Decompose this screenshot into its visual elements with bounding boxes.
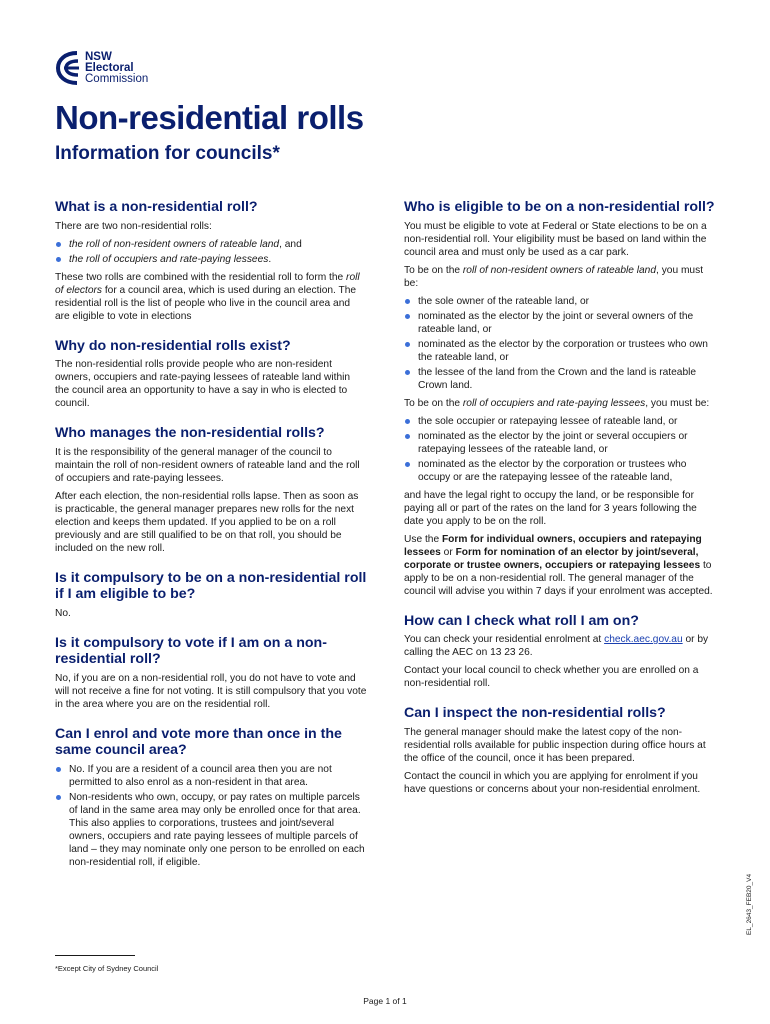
list-item: nominated as the elector by the joint or several occupiers or ratepaying lessees of the rateable land, or <box>404 430 716 456</box>
list-item: the sole occupier or ratepaying lessee of rateable land, or <box>404 415 716 428</box>
section-compulsory-enrol <box>55 570 367 620</box>
list-item: nominated as the elector by the corporation or trustees who own the rateable land, or <box>404 338 716 364</box>
paragraph <box>404 633 716 659</box>
text-run: These two rolls are combined with the residential roll to form the <box>55 271 347 283</box>
bullet-list <box>404 415 716 484</box>
right-column <box>404 199 716 811</box>
roll-name: the roll of occupiers and rate-paying lessees <box>69 253 269 265</box>
left-column <box>55 199 367 884</box>
text-run: You can check your residential enrolment at <box>404 634 605 645</box>
text-run: , you must be: <box>645 397 710 409</box>
roll-name: roll of electors <box>55 271 360 296</box>
list-item: Non-residents who own, occupy, or pay rates on multiple parcels of land in the same area may only be enrolled once for that area. This also applies to corporations, trustees and joint/several owners, occupiers and rate paying lessees of multiple parcels of land – they may nominate only one person to be enrolled on each non-residential roll, if eligible. <box>55 791 367 869</box>
footnote: *Except City of Sydney Council <box>55 964 159 973</box>
section-enrol-more-than-once <box>55 726 367 869</box>
list-item-suffix: . <box>268 253 272 265</box>
paragraph: You must be eligible to vote at Federal or State elections to be on a non-residential roll. Your eligibility must be based on land within the council area and must only be used as a car park. <box>404 220 707 258</box>
text-run: , you must be: <box>404 264 704 289</box>
paragraph: The general manager should make the latest copy of the non-residential rolls available for public inspection during office hours at the office of the council, once it has been prepared. <box>404 726 706 764</box>
paragraph: and have the legal right to occupy the land, or be responsible for paying all or part of the rates on the land for 3 years following the date you apply to be on the roll. <box>404 489 697 527</box>
list-item: the sole owner of the rateable land, or <box>404 295 716 308</box>
logo-line-3: Commission <box>85 72 149 85</box>
section-compulsory-vote <box>55 635 367 711</box>
section-inspect-rolls <box>404 705 716 796</box>
page-number: Page 1 of 1 <box>363 996 407 1006</box>
text-run: to apply to be on a non-residential roll. The general manager of the council will advise you within 7 days if your enrolment was accepted. <box>404 559 713 597</box>
text-run: Use the <box>404 533 442 545</box>
paragraph: Contact the council in which you are applying for enrolment if you have questions or concerns about your non-residential enrolment. <box>404 770 701 795</box>
paragraph <box>404 264 716 290</box>
list-item: the lessee of the land from the Crown and the land is rateable Crown land. <box>404 366 716 392</box>
bullet-list <box>55 763 367 869</box>
paragraph: It is the responsibility of the general manager of the council to maintain the roll of non-resident owners of rateable land and the roll of occupiers and rate-paying lessees. <box>55 446 360 484</box>
form-name-individual: Form for individual owners, occupiers and ratepaying lessees <box>404 533 702 558</box>
roll-name: roll of occupiers and rate-paying lessees <box>462 397 646 409</box>
bullet-list <box>404 295 716 392</box>
section-heading: Can I enrol and vote more than once in the same council area? <box>55 725 342 758</box>
text-run: or by calling the AEC on 13 23 26. <box>404 634 709 658</box>
section-who-manages <box>55 425 367 555</box>
text-run: To be on the <box>404 397 463 409</box>
section-heading: Who manages the non-residential rolls? <box>55 425 325 441</box>
section-heading: How can I check what roll I am on? <box>404 612 639 629</box>
roll-name: roll of non-resident owners of rateable land <box>462 264 657 276</box>
paragraph: Contact your local council to check whether you are enrolled on a non-residential roll. <box>404 665 699 689</box>
section-heading: Is it compulsory to vote if I am on a non-residential roll? <box>55 634 327 667</box>
logo-line-1: NSW <box>85 50 112 63</box>
list-item: nominated as the elector by the corporation or trustees who occupy or are the ratepaying lessee of the rateable land, <box>404 458 716 484</box>
text-run: for a council area, which is used during an election. The residential roll is the list of people who live in the council area and are eligible to vote in elections <box>55 284 357 322</box>
paragraph <box>55 271 367 323</box>
paragraph <box>404 533 716 598</box>
form-name-nomination: Form for nomination of an elector by joint/several, corporate or trustee owners, occupiers or ratepaying lessees <box>404 546 701 571</box>
footnote-divider <box>55 955 135 956</box>
section-why-exist <box>55 338 367 411</box>
nsw-electoral-commission-logo <box>55 50 148 86</box>
paragraph <box>404 397 716 410</box>
logo-wordmark <box>85 52 148 85</box>
section-check-roll <box>404 613 716 691</box>
page-subtitle: Information for councils* <box>55 143 280 164</box>
text-run: To be on the <box>404 264 463 276</box>
list-item: nominated as the elector by the joint or several owners of the rateable land, or <box>404 310 716 336</box>
list-item <box>55 253 367 266</box>
section-heading: What is a non-residential roll? <box>55 199 258 215</box>
list-item-suffix: , and <box>279 238 302 250</box>
page-title: Non-residential rolls <box>55 99 364 136</box>
nsw-logo-mark-icon <box>55 50 81 86</box>
section-what-is-roll <box>55 199 367 323</box>
list-item <box>55 238 367 251</box>
paragraph: No, if you are on a non-residential roll, you do not have to vote and will not receive a fine for not voting. It is still compulsory that you vote in the area where you are on the residential roll. <box>55 672 367 710</box>
section-who-is-eligible <box>404 199 716 598</box>
list-item: No. If you are a resident of a council area then you are not permitted to also enrol as a non-resident in that area. <box>55 763 367 789</box>
logo-line-2: Electoral <box>85 61 134 74</box>
paragraph: No. <box>55 607 71 619</box>
bullet-list <box>55 238 367 266</box>
paragraph: After each election, the non-residential rolls lapse. Then as soon as is practicable, the general manager prepares new rolls for the next election and keeps them updated. If you applied to be on a roll previously and are still qualified to be on that roll, you should be included on the new roll. <box>55 490 359 554</box>
section-heading: Is it compulsory to be on a non-residential roll if I am eligible to be? <box>55 569 367 602</box>
text-run: or <box>440 546 456 558</box>
roll-name: the roll of non-resident owners of rateable land <box>69 238 280 250</box>
paragraph: The non-residential rolls provide people who are non-resident owners, occupiers and rate-paying lessees of rateable land within the council area an opportunity to have a say in who is elected to council. <box>55 359 351 409</box>
paragraph: There are two non-residential rolls: <box>55 220 212 232</box>
document-code: EL_2643_FEB20_V4 <box>746 873 753 935</box>
section-heading: Who is eligible to be on a non-residential roll? <box>404 199 715 215</box>
section-heading: Can I inspect the non-residential rolls? <box>404 705 666 721</box>
section-heading: Why do non-residential rolls exist? <box>55 337 291 354</box>
aec-check-link[interactable]: check.aec.gov.au <box>604 634 683 645</box>
